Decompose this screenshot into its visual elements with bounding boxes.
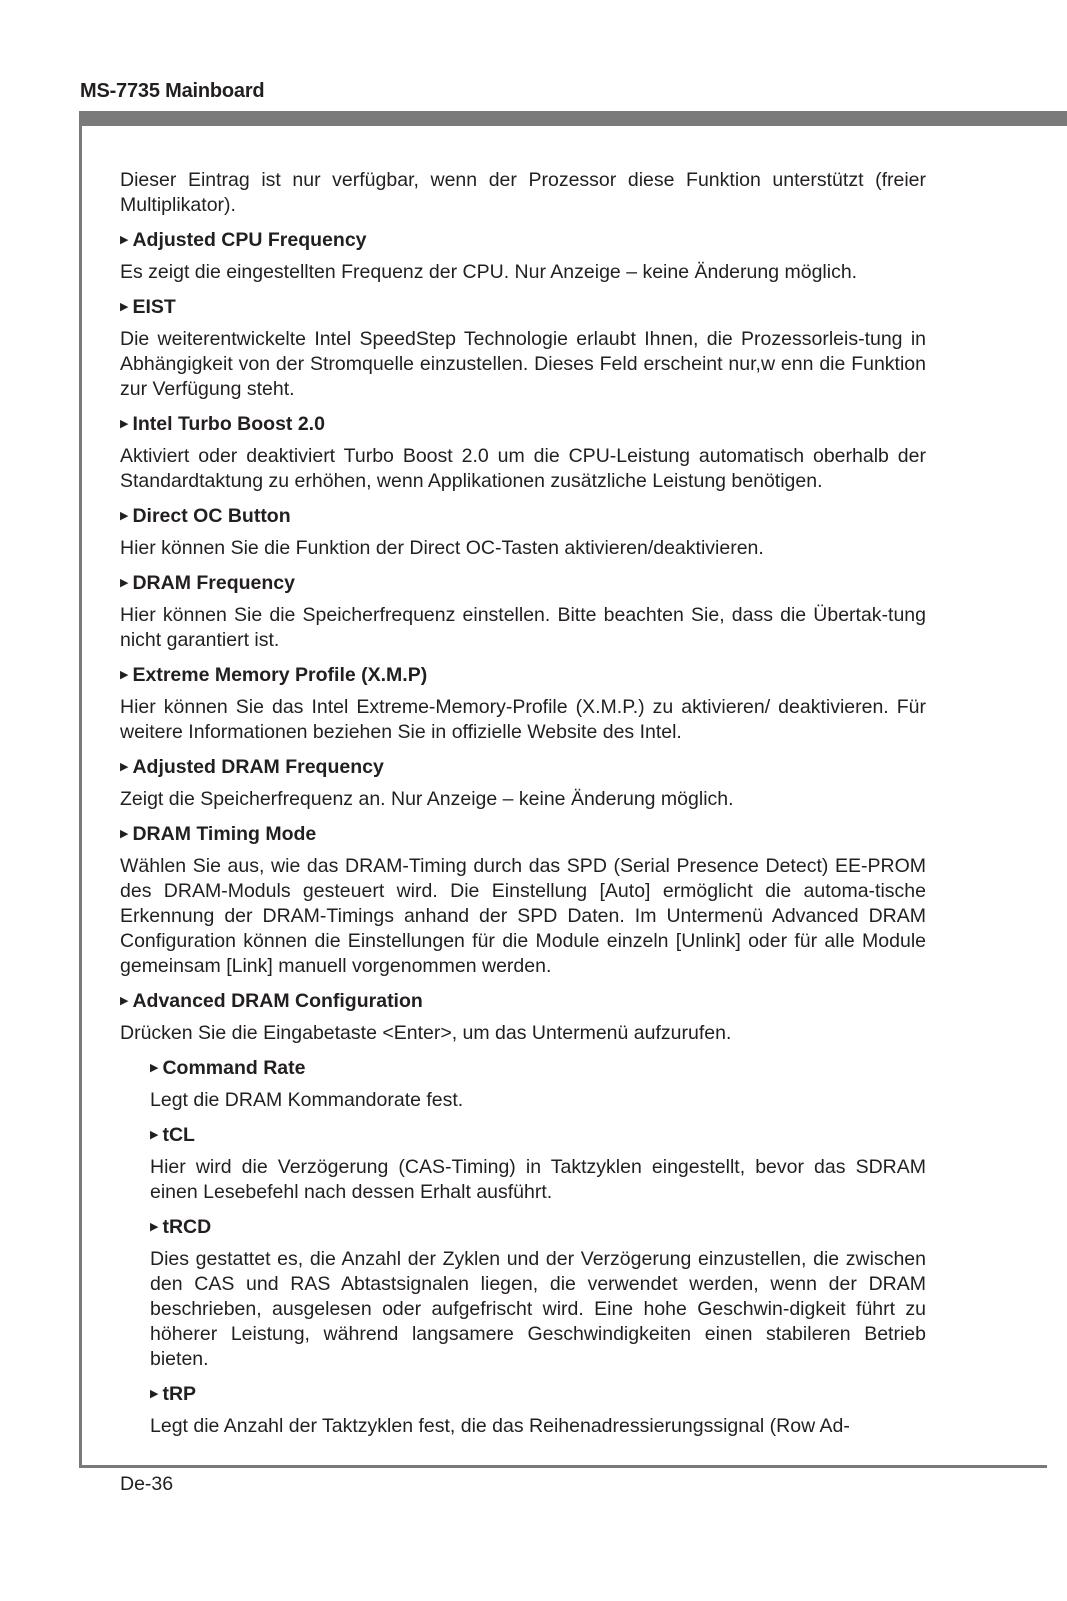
entry-direct-oc-button: [120, 504, 926, 561]
entry-advanced-dram-configuration: [120, 989, 926, 1046]
triangle-right-icon: ▶: [120, 510, 129, 522]
entry-title: Command Rate: [162, 1057, 306, 1079]
sub-entry-command-rate: [150, 1056, 926, 1113]
sub-entry-trcd: [150, 1215, 926, 1372]
entry-extreme-memory-profile: [120, 663, 926, 745]
entry-title: tCL: [162, 1124, 195, 1146]
bottom-border-rule: [79, 1465, 1047, 1468]
entry-title: Adjusted CPU Frequency: [132, 229, 367, 251]
triangle-right-icon: ▶: [120, 995, 129, 1007]
sub-entry-tcl: [150, 1123, 926, 1205]
entry-intel-turbo-boost: [120, 412, 926, 494]
entry-description: Dies gestattet es, die Anzahl der Zyklen und der Verzögerung einzustellen, die zwischen den CAS und RAS Abtastsignalen liegen, die verwendet werden, wenn der DRAM beschrieben, ausgelesen oder aufgefrischt wird. Eine hohe Geschwin-digkeit führt zu höherer Leistung, während langsamere Geschwindigkeiten einen stabileren Betrieb bieten.: [150, 1248, 926, 1370]
entry-eist: [120, 295, 926, 402]
triangle-right-icon: ▶: [120, 301, 129, 313]
entry-adjusted-dram-frequency: [120, 755, 926, 812]
triangle-right-icon: ▶: [120, 418, 129, 430]
entry-adjusted-cpu-frequency: [120, 228, 926, 285]
triangle-right-icon: ▶: [150, 1062, 159, 1074]
entry-description: Legt die DRAM Kommandorate fest.: [150, 1089, 464, 1111]
entry-title: DRAM Frequency: [132, 572, 295, 594]
left-border-rule: [79, 111, 82, 1468]
entry-description: Zeigt die Speicherfrequenz an. Nur Anzeige – keine Änderung möglich.: [120, 788, 734, 810]
entry-description: Hier können Sie das Intel Extreme-Memory-Profile (X.M.P.) zu aktivieren/ deaktivieren. Für weitere Informationen beziehen Sie in offizielle Website des Intel.: [120, 696, 926, 743]
entry-dram-frequency: [120, 571, 926, 653]
entry-title: Extreme Memory Profile (X.M.P): [132, 664, 428, 686]
entry-description: Drücken Sie die Eingabetaste <Enter>, um das Untermenü aufzurufen.: [120, 1022, 732, 1044]
entry-title: tRP: [162, 1383, 197, 1405]
entry-title: Adjusted DRAM Frequency: [132, 756, 384, 778]
page-header-title: MS-7735 Mainboard: [80, 80, 265, 102]
entry-dram-timing-mode: [120, 822, 926, 979]
entry-title: Intel Turbo Boost 2.0: [132, 413, 325, 435]
triangle-right-icon: ▶: [120, 828, 129, 840]
entry-description: Wählen Sie aus, wie das DRAM-Timing durch das SPD (Serial Presence Detect) EE-PROM des DRAM-Moduls gesteuert wird. Die Einstellung [Auto] ermöglicht die automa-tische Erkennung der DRAM-Timings anhand der SPD Daten. Im Untermenü Advanced DRAM Configuration können die Einstellungen für die Module einzeln [Unlink] oder für alle Module gemeinsam [Link] manuell vorgenommen werden.: [120, 855, 926, 977]
sub-entries: [120, 1056, 926, 1439]
entry-title: DRAM Timing Mode: [132, 823, 317, 845]
entry-description: Hier können Sie die Funktion der Direct OC-Tasten aktivieren/deaktivieren.: [120, 537, 764, 559]
triangle-right-icon: ▶: [120, 761, 129, 773]
entry-description: Die weiterentwickelte Intel SpeedStep Technologie erlaubt Ihnen, die Prozessorleis-tung in Abhängigkeit von der Stromquelle einzustellen. Dieses Feld erscheint nur,w enn die Funktion zur Verfügung steht.: [120, 328, 926, 400]
triangle-right-icon: ▶: [120, 234, 129, 246]
intro-paragraph: Dieser Eintrag ist nur verfügbar, wenn der Prozessor diese Funktion unterstützt (freier Multiplikator).: [120, 169, 926, 216]
entry-title: tRCD: [162, 1216, 212, 1238]
entry-description: Aktiviert oder deaktiviert Turbo Boost 2.0 um die CPU-Leistung automatisch oberhalb der Standardtaktung zu erhöhen, wenn Applikationen zusätzliche Leistung benötigen.: [120, 445, 926, 492]
triangle-right-icon: ▶: [150, 1388, 159, 1400]
entry-title: Direct OC Button: [132, 505, 291, 527]
sub-entry-trp: [150, 1382, 926, 1439]
triangle-right-icon: ▶: [120, 669, 129, 681]
entry-description: Hier können Sie die Speicherfrequenz einstellen. Bitte beachten Sie, dass die Übertak-tung nicht garantiert ist.: [120, 604, 926, 651]
entry-title: Advanced DRAM Configuration: [132, 990, 423, 1012]
entry-title: EIST: [132, 296, 176, 318]
entry-description: Hier wird die Verzögerung (CAS-Timing) in Taktzyklen eingestellt, bevor das SDRAM einen Lesebefehl nach dessen Erhalt ausführt.: [150, 1156, 926, 1203]
entry-description: Legt die Anzahl der Taktzyklen fest, die das Reihenadressierungssignal (Row Ad-: [150, 1415, 850, 1437]
triangle-right-icon: ▶: [150, 1129, 159, 1141]
entry-description: Es zeigt die eingestellten Frequenz der CPU. Nur Anzeige – keine Änderung möglich.: [120, 261, 858, 283]
triangle-right-icon: ▶: [120, 577, 129, 589]
header-bar: [80, 111, 1067, 126]
triangle-right-icon: ▶: [150, 1221, 159, 1233]
main-content: [120, 168, 926, 1439]
page-number: De-36: [120, 1473, 174, 1495]
